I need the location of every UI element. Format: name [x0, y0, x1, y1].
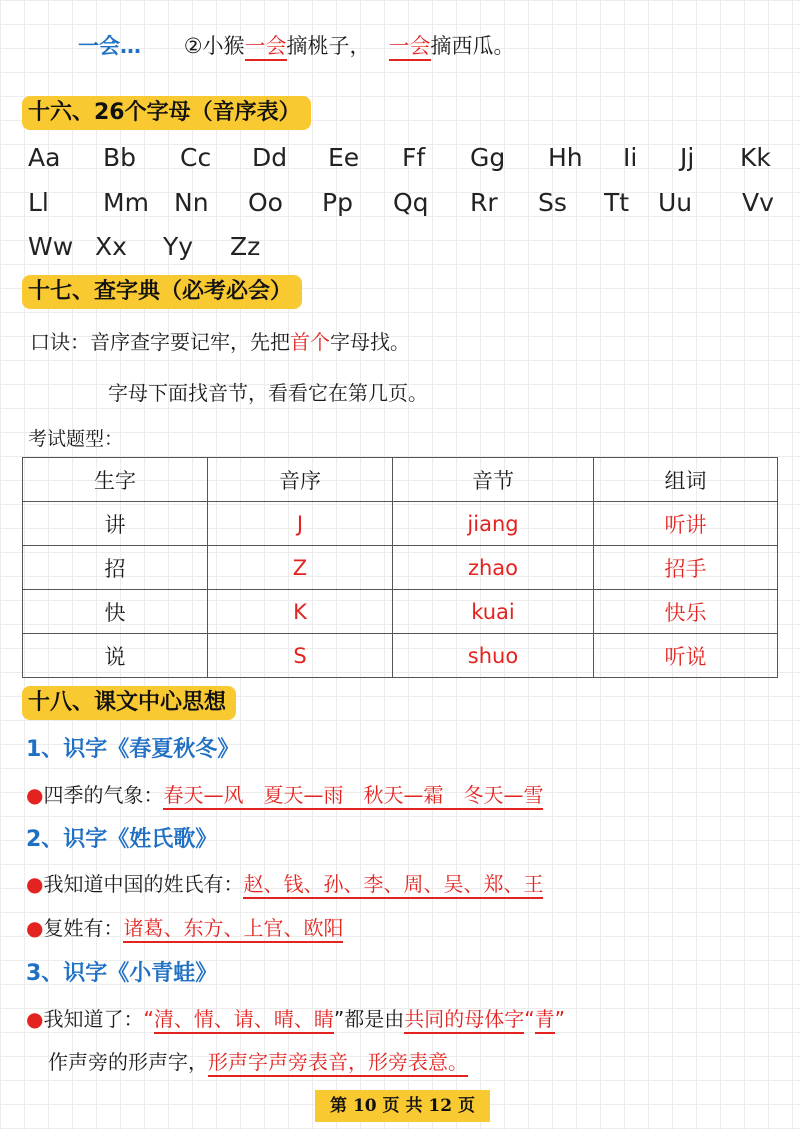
table-cell: K — [208, 590, 393, 634]
alphabet-row-1 — [0, 143, 800, 183]
letter-ss: Ss — [538, 188, 567, 217]
letter-uu: Uu — [658, 188, 693, 217]
frog-line-1 — [26, 1003, 565, 1032]
letter-ll: Ll — [28, 188, 49, 217]
frog-characters: 清、情、请、晴、睛 — [154, 1007, 334, 1034]
table-header: 生字 — [23, 458, 208, 502]
subheading-1: 1、识字《春夏秋冬》 — [26, 737, 240, 762]
table-header: 音节 — [393, 458, 594, 502]
letter-ww: Ww — [28, 232, 74, 261]
compound-surnames-answer: 诸葛、东方、上官、欧阳 — [123, 916, 343, 943]
letter-nn: Nn — [174, 188, 209, 217]
frog-common-root: 共同的母体字 — [404, 1007, 524, 1034]
bullet-icon: ● — [26, 783, 44, 807]
table-cell: J — [208, 502, 393, 546]
subheading-2: 2、识字《姓氏歌》 — [26, 827, 218, 852]
letter-ff: Ff — [402, 143, 426, 172]
letter-rr: Rr — [470, 188, 498, 217]
table-cell: 招手 — [594, 546, 778, 590]
top-line-text-2: 摘桃子， — [286, 34, 371, 58]
bullet-icon: ● — [26, 916, 44, 940]
compound-surnames-lead: 复姓有： — [43, 916, 124, 940]
letter-jj: Jj — [680, 143, 695, 172]
letter-zz: Zz — [230, 232, 261, 261]
dictionary-table — [22, 457, 778, 678]
letter-bb: Bb — [103, 143, 137, 172]
letter-aa: Aa — [28, 143, 61, 172]
seasons-answer: 春天—风 夏天—雨 秋天—霜 冬天—雪 — [163, 783, 543, 810]
table-cell: 讲 — [23, 502, 208, 546]
rhyme-highlight: 首个 — [290, 330, 330, 354]
table-header-row — [23, 458, 778, 502]
quote-close: ” — [333, 1007, 345, 1031]
top-line — [78, 30, 515, 60]
letter-gg: Gg — [470, 143, 506, 172]
letter-oo: Oo — [248, 188, 283, 217]
letter-qq: Qq — [393, 188, 429, 217]
top-line-highlight-2: 一会 — [389, 34, 431, 61]
alphabet-row-3 — [0, 232, 800, 272]
surnames-line — [26, 868, 543, 897]
rhyme-line-2: 字母下面找音节，看看它在第几页。 — [108, 381, 428, 405]
top-line-lead: 一会… — [78, 34, 141, 58]
seasons-line — [26, 779, 543, 808]
quote-open-2: “ — [524, 1007, 535, 1031]
table-row — [23, 634, 778, 678]
table-cell: 说 — [23, 634, 208, 678]
letter-ii: Ii — [623, 143, 638, 172]
section-16-heading: 十六、26个字母（音序表） — [22, 96, 311, 130]
table-cell: kuai — [393, 590, 594, 634]
section-18-heading: 十八、课文中心思想 — [22, 686, 236, 720]
letter-vv: Vv — [742, 188, 774, 217]
table-cell: S — [208, 634, 393, 678]
letter-tt: Tt — [604, 188, 630, 217]
letter-mm: Mm — [103, 188, 149, 217]
top-line-text-1: 小猴 — [202, 34, 245, 58]
top-line-text-3: 摘西瓜。 — [430, 34, 515, 58]
letter-xx: Xx — [95, 232, 127, 261]
frog-qing: 青 — [535, 1007, 555, 1034]
table-cell: 快 — [23, 590, 208, 634]
bullet-icon: ● — [26, 1007, 44, 1031]
letter-cc: Cc — [180, 143, 212, 172]
exam-label: 考试题型： — [28, 428, 124, 450]
rhyme-tail: 字母找。 — [330, 330, 410, 354]
table-header: 组词 — [594, 458, 778, 502]
letter-dd: Dd — [252, 143, 288, 172]
table-cell: shuo — [393, 634, 594, 678]
table-cell: 听说 — [594, 634, 778, 678]
surnames-answer: 赵、钱、孙、李、周、吴、郑、王 — [243, 872, 543, 899]
rhyme-line-1 — [30, 326, 410, 355]
frog-line2-answer: 形声字声旁表音，形旁表意。 — [208, 1050, 468, 1077]
rhyme-lead: 口诀：音序查字要记牢，先把 — [30, 330, 290, 354]
quote-close-2: ” — [554, 1007, 565, 1031]
frog-mid: 都是由 — [344, 1007, 405, 1031]
letter-pp: Pp — [322, 188, 353, 217]
bullet-icon: ● — [26, 872, 44, 896]
compound-surnames-line — [26, 912, 343, 941]
item-number: ② — [183, 34, 203, 58]
subheading-3: 3、识字《小青蛙》 — [26, 961, 218, 986]
letter-ee: Ee — [328, 143, 360, 172]
frog-line2-lead: 作声旁的形声字， — [48, 1050, 208, 1074]
letter-yy: Yy — [163, 232, 194, 261]
frog-lead: 我知道了： — [43, 1007, 144, 1031]
letter-kk: Kk — [740, 143, 771, 172]
seasons-lead: 四季的气象： — [43, 783, 164, 807]
frog-line-2 — [48, 1046, 468, 1075]
alphabet-row-2 — [0, 188, 800, 228]
table-cell: jiang — [393, 502, 594, 546]
quote-open: “ — [143, 1007, 154, 1031]
table-cell: 快乐 — [594, 590, 778, 634]
table-cell: 听讲 — [594, 502, 778, 546]
section-17-heading: 十七、查字典（必考必会） — [22, 275, 302, 309]
table-header: 音序 — [208, 458, 393, 502]
table-row — [23, 590, 778, 634]
page-footer: 第 10 页 共 12 页 — [315, 1090, 490, 1122]
letter-hh: Hh — [548, 143, 583, 172]
table-cell: zhao — [393, 546, 594, 590]
surnames-lead: 我知道中国的姓氏有： — [43, 872, 244, 896]
table-row — [23, 502, 778, 546]
top-line-highlight-1: 一会 — [245, 34, 287, 61]
table-cell: Z — [208, 546, 393, 590]
table-row — [23, 546, 778, 590]
table-cell: 招 — [23, 546, 208, 590]
